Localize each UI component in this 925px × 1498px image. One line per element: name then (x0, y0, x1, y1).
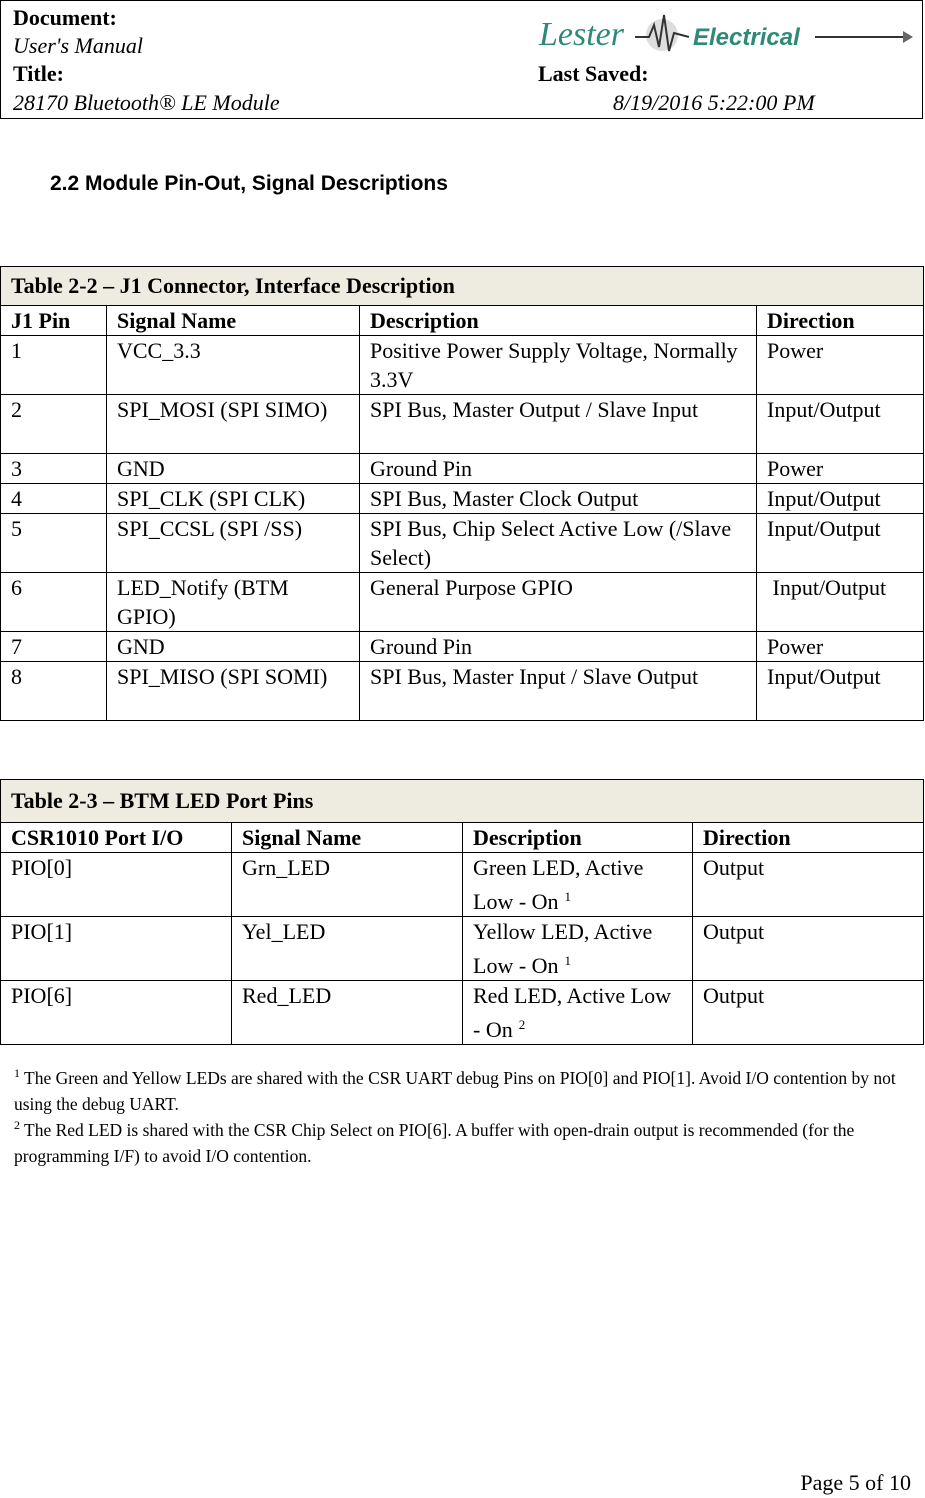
table-cell: 3 (1, 454, 107, 484)
column-header: Direction (757, 306, 924, 336)
footnote-text: The Red LED is shared with the CSR Chip Select on PIO[6]. A buffer with open-drain output is recommended (for the programming I/F) to avoid I/O contention. (14, 1120, 855, 1166)
table-cell: Input/Output (757, 514, 924, 573)
table-cell (693, 981, 924, 1045)
table-cell (463, 917, 693, 981)
table-cell: Ground Pin (360, 632, 757, 662)
table-cell: GND (107, 632, 360, 662)
table-cell: SPI_CCSL (SPI /SS) (107, 514, 360, 573)
table-cell: Input/Output (757, 662, 924, 721)
table-cell: Input/Output (757, 484, 924, 514)
table-cell: General Purpose GPIO (360, 573, 757, 632)
cell-text: PIO[0] (11, 855, 73, 880)
cell-text: Green LED, Active Low - On (473, 855, 644, 914)
column-header: CSR1010 Port I/O (1, 823, 232, 853)
table-cell: SPI Bus, Master Input / Slave Output (360, 662, 757, 721)
table-row (1, 632, 924, 662)
document-value: User's Manual (13, 33, 143, 58)
section-heading (50, 172, 448, 196)
cell-text: PIO[6] (11, 983, 73, 1008)
table-cell (232, 981, 463, 1045)
table-cell (693, 853, 924, 917)
table-cell: Positive Power Supply Voltage, Normally 3.3V (360, 336, 757, 395)
footnote-1 (14, 1060, 904, 1117)
last-saved-label: Last Saved: (538, 61, 649, 86)
table-cell: Power (757, 454, 924, 484)
document-label: Document: (13, 5, 117, 30)
table-cell: Input/Output (757, 573, 924, 632)
lester-electrical-logo (537, 7, 917, 57)
footnote-2 (14, 1112, 904, 1169)
table-cell (463, 853, 693, 917)
page-header (0, 0, 923, 119)
table-caption: Table 2-3 – BTM LED Port Pins (1, 780, 924, 823)
table-row (1, 662, 924, 721)
table-row (1, 917, 924, 981)
footnote-ref: 2 (518, 1017, 526, 1032)
table-cell (463, 981, 693, 1045)
btm-led-port-table (0, 779, 924, 1045)
table-cell (1, 853, 232, 917)
title-label: Title: (13, 61, 64, 86)
table-cell: 4 (1, 484, 107, 514)
column-header: Description (360, 306, 757, 336)
table-cell: 5 (1, 514, 107, 573)
cell-text: Output (703, 919, 765, 944)
table-cell: Ground Pin (360, 454, 757, 484)
footnote-mark: 1 (14, 1066, 20, 1080)
svg-text:Electrical: Electrical (693, 24, 800, 51)
table-cell: 2 (1, 395, 107, 454)
table-cell (1, 917, 232, 981)
page-number: Page 5 of 10 (800, 1470, 911, 1495)
table-row (1, 484, 924, 514)
table-cell: 6 (1, 573, 107, 632)
table-cell: SPI Bus, Chip Select Active Low (/Slave Select) (360, 514, 757, 573)
cell-text: Yellow LED, Active Low - On (473, 919, 653, 978)
table-cell: 1 (1, 336, 107, 395)
table-cell: SPI Bus, Master Clock Output (360, 484, 757, 514)
table-row (1, 981, 924, 1045)
section-number: 2.2 (50, 172, 80, 195)
footnote-mark: 2 (14, 1118, 20, 1132)
svg-text:Lester: Lester (539, 16, 624, 53)
table-cell: Power (757, 632, 924, 662)
table-cell: SPI_CLK (SPI CLK) (107, 484, 360, 514)
table-cell: VCC_3.3 (107, 336, 360, 395)
last-saved-value: 8/19/2016 5:22:00 PM (613, 90, 815, 115)
column-header: Signal Name (232, 823, 463, 853)
cell-text: Yel_LED (242, 919, 326, 944)
footnote-ref: 1 (564, 953, 572, 968)
cell-text: Output (703, 983, 765, 1008)
footnote-ref: 1 (564, 889, 572, 904)
table-cell: SPI_MOSI (SPI SIMO) (107, 395, 360, 454)
table-cell (232, 853, 463, 917)
j1-connector-table (0, 266, 924, 721)
table-cell: SPI_MISO (SPI SOMI) (107, 662, 360, 721)
cell-text: PIO[1] (11, 919, 73, 944)
title-value: 28170 Bluetooth® LE Module (13, 90, 280, 115)
table-cell: Power (757, 336, 924, 395)
table-row (1, 395, 924, 454)
table-row (1, 454, 924, 484)
table-cell: SPI Bus, Master Output / Slave Input (360, 395, 757, 454)
table-caption: Table 2-2 – J1 Connector, Interface Description (1, 267, 924, 306)
header-row (1, 306, 924, 336)
column-header: Description (463, 823, 693, 853)
header-row (1, 823, 924, 853)
cell-text: Output (703, 855, 765, 880)
column-header: Direction (693, 823, 924, 853)
cell-text: Grn_LED (242, 855, 330, 880)
cell-text: Red LED, Active Low - On (473, 983, 671, 1042)
table-row (1, 573, 924, 632)
table-cell: GND (107, 454, 360, 484)
table-cell: 7 (1, 632, 107, 662)
column-header: J1 Pin (1, 306, 107, 336)
table-row (1, 336, 924, 395)
column-header: Signal Name (107, 306, 360, 336)
table-cell (1, 981, 232, 1045)
table-cell (232, 917, 463, 981)
footnote-text: The Green and Yellow LEDs are shared with the CSR UART debug Pins on PIO[0] and PIO[1]. Avoid I/O contention by not using the debug UART. (14, 1068, 896, 1114)
section-title: Module Pin-Out, Signal Descriptions (85, 172, 448, 195)
table-row (1, 853, 924, 917)
table-cell: Input/Output (757, 395, 924, 454)
table-row (1, 514, 924, 573)
table-cell: 8 (1, 662, 107, 721)
table-cell (693, 917, 924, 981)
table-cell: LED_Notify (BTM GPIO) (107, 573, 360, 632)
cell-text: Red_LED (242, 983, 332, 1008)
